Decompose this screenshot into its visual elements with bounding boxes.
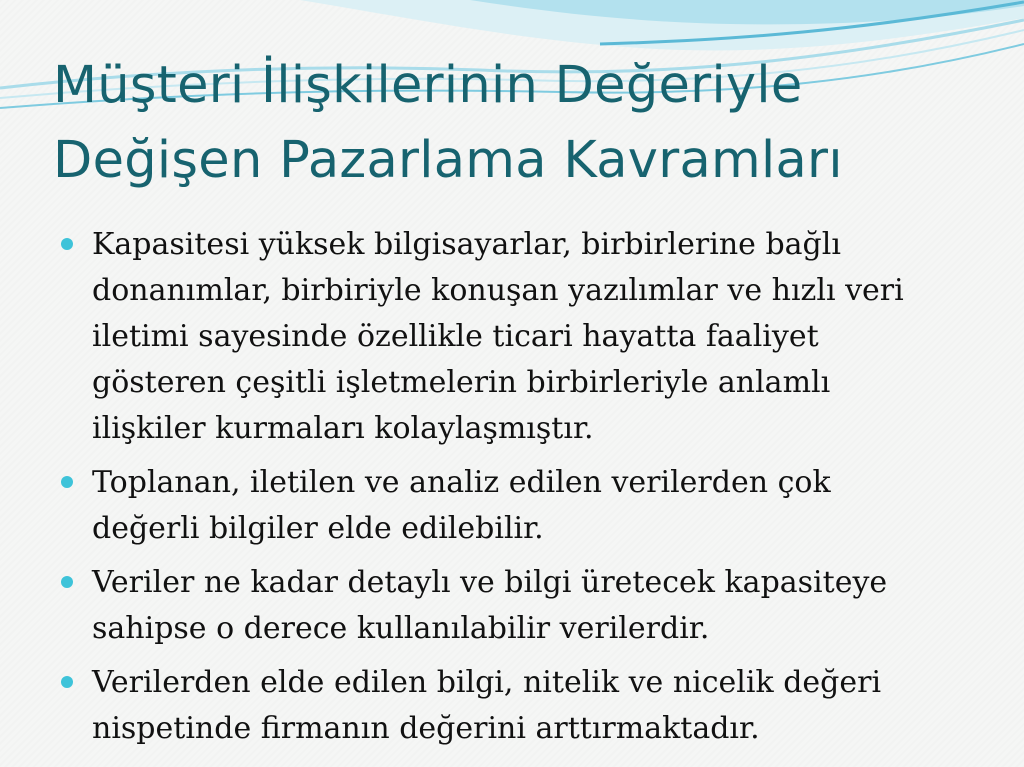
bullet-item (60, 460, 980, 552)
bullet-dot-icon (61, 676, 73, 688)
bullet-line: Toplanan, iletilen ve analiz edilen verilerden çok (92, 465, 831, 500)
slide-title-line: Müşteri İlişkilerinin Değeriyle (53, 56, 803, 115)
bullet-line: iletimi sayesinde özellikle ticari hayatta faaliyet (92, 319, 819, 354)
bullet-item (60, 222, 980, 452)
bullet-line: gösteren çeşitli işletmelerin birbirleriyle anlamlı (92, 365, 831, 400)
bullet-line: Veriler ne kadar detaylı ve bilgi üretecek kapasiteye (92, 565, 888, 600)
bullet-line: ilişkiler kurmaları kolaylaşmıştır. (92, 411, 594, 446)
bullet-line: nispetinde firmanın değerini arttırmaktadır. (92, 711, 760, 746)
bullet-item (60, 560, 980, 652)
bullet-line: sahipse o derece kullanılabilir verilerdir. (92, 611, 710, 646)
bullet-list (60, 222, 980, 760)
bullet-text (92, 460, 980, 552)
bullet-dot-icon (61, 238, 73, 250)
slide-title-line: Değişen Pazarlama Kavramları (53, 131, 843, 190)
bullet-line: Verilerden elde edilen bilgi, nitelik ve nicelik değeri (92, 665, 882, 700)
bullet-line: Kapasitesi yüksek bilgisayarlar, birbirlerine bağlı (92, 227, 841, 262)
bullet-item (60, 660, 980, 752)
slide-title (53, 48, 993, 198)
bullet-text (92, 560, 980, 652)
bullet-dot-icon (61, 476, 73, 488)
bullet-text (92, 222, 980, 452)
bullet-dot-icon (61, 576, 73, 588)
bullet-line: değerli bilgiler elde edilebilir. (92, 511, 544, 546)
bullet-text (92, 660, 980, 752)
bullet-line: donanımlar, birbiriyle konuşan yazılımlar ve hızlı veri (92, 273, 904, 308)
